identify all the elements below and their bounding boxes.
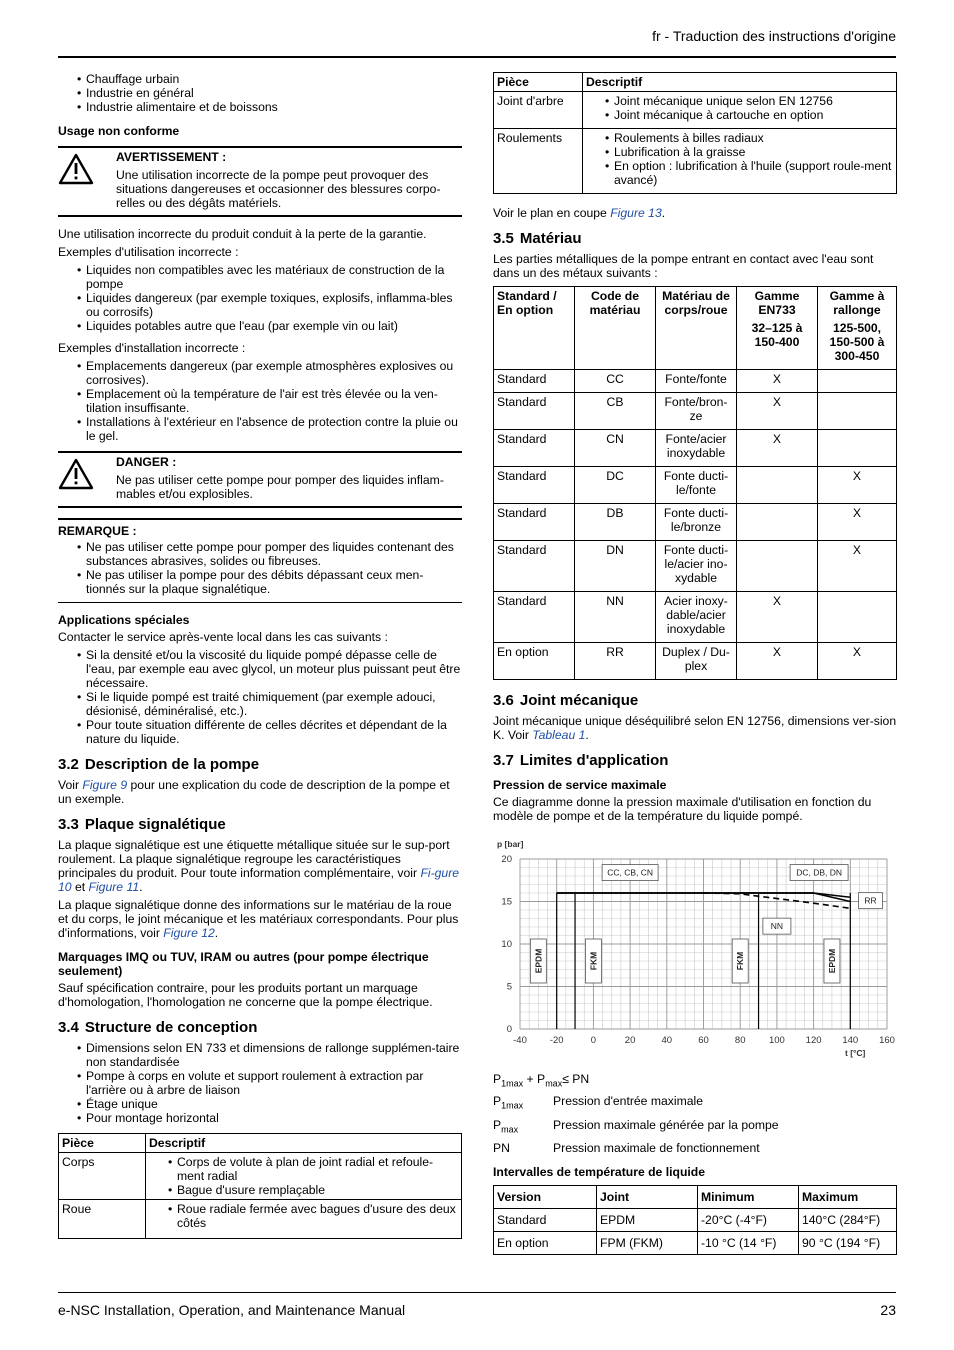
table-row [494, 1232, 897, 1255]
table-cell: X [737, 643, 818, 680]
paragraph: La plaque signalétique est une étiquette métallique située sur le sup-port roulement. La plaque signalétique regroupe les caractéristiques principales du produit. Pour toute information complémentaire, voir Fi-gure 10 et Figure 11. [58, 838, 460, 894]
list-item: • Dimensions selon EN 733 et dimensions de rallonge supplémen-taire non standardisée [86, 1041, 462, 1069]
section-number: 3.4 [58, 1019, 79, 1036]
region-label: EPDM [533, 948, 544, 974]
column-header: Pièce [494, 73, 583, 92]
table-row [494, 1209, 897, 1232]
list-item: • Roue radiale fermée avec bagues d'usure des deux côtés [177, 1202, 458, 1230]
y-tick-label: 20 [501, 854, 512, 865]
table-cell: RR [575, 643, 656, 680]
table-cell: DB [575, 504, 656, 541]
table-cell: Standard [494, 592, 575, 643]
x-tick-label: -40 [513, 1035, 527, 1046]
list-item: • Pour toute situation différente de celles décrites et dépendant de la nature du liquide. [86, 718, 462, 746]
table-cell: En option [494, 643, 575, 680]
table-cell: Standard [494, 430, 575, 467]
section-number: 3.2 [58, 756, 79, 773]
y-tick-label: 10 [501, 939, 512, 950]
header-subtext: 32–125 à 150-400 [751, 321, 803, 349]
table-cell: X [737, 393, 818, 430]
list-item: • Ne pas utiliser cette pompe pour pomper des liquides contenant des substances abrasives, solides ou fibreuses. [86, 540, 462, 568]
footer-rule [58, 1292, 896, 1293]
table-header-row [494, 73, 897, 92]
paragraph: Les parties métalliques de la pompe entrant en contact avec l'eau sont dans un des métaux suivants : [493, 252, 874, 280]
list-item: • Si le liquide pompé est traité chimiquement (par exemple adouci, désionisé, déminéralisé, etc.). [86, 690, 462, 718]
paragraph: Une utilisation incorrecte du produit conduit à la perte de la garantie. [58, 227, 427, 241]
column-header: Matériau de corps/roue [656, 287, 737, 370]
table-cell: Fonte ducti-le/fonte [656, 467, 737, 504]
table-cell [818, 430, 897, 467]
right-column [493, 72, 897, 1255]
table-row [494, 643, 897, 680]
use-list [58, 263, 462, 333]
table-cell: X [737, 370, 818, 393]
list-item: • Installations à l'extérieur en l'absence de protection contre la pluie ou le gel. [86, 415, 462, 443]
list-item: • Ne pas utiliser la pompe pour des débits dépassant ceux men-tionnés sur la plaque signalétique. [86, 568, 462, 596]
x-tick-label: 100 [768, 1035, 785, 1046]
table-cell [737, 504, 818, 541]
remark-title: REMARQUE : [58, 524, 137, 538]
temperature-table [493, 1185, 897, 1255]
table-cell [818, 393, 897, 430]
usage-heading: Usage non conforme [58, 124, 180, 138]
paragraph: Ce diagramme donne la pression maximale d'utilisation en fonction du modèle de pompe et de la température du liquide pompé. [493, 795, 872, 823]
section-3-3-heading [58, 818, 462, 832]
table-cell: Roulements [494, 129, 583, 194]
table-cell: 140°C (284°F) [799, 1209, 897, 1232]
table-cell: CN [575, 430, 656, 467]
table-row [59, 1153, 462, 1200]
section-title: Description de la pompe [84, 756, 260, 773]
table-cell [146, 1200, 462, 1239]
x-tick-label: -20 [549, 1035, 564, 1046]
material-table [493, 286, 897, 680]
region-label: EPDM [826, 948, 837, 974]
special-heading: Applications spéciales [58, 613, 190, 627]
table-cell: Duplex / Du-plex [656, 643, 737, 680]
x-tick-label: 0 [590, 1035, 597, 1046]
table-cell [737, 467, 818, 504]
table-row [59, 1200, 462, 1239]
formula-text: $P_{1max} + P_{max}\le$ PN [493, 1072, 590, 1089]
tableau-1-link[interactable]: Tableau 1 [532, 728, 586, 742]
design-list [58, 1041, 462, 1125]
section-3-6-heading [493, 694, 897, 708]
list-item: • Pour montage horizontal [86, 1111, 462, 1125]
table-cell: X [818, 541, 897, 592]
list-item: • Roulements à billes radiaux [614, 131, 893, 145]
x-axis-label: t [°C] [845, 1048, 866, 1058]
left-column [58, 72, 462, 1239]
text: et [74, 880, 86, 894]
table-cell: Roue [59, 1200, 146, 1239]
special-list [58, 648, 462, 746]
footer-title: e-NSC Installation, Operation, and Maintenance Manual [58, 1302, 406, 1318]
table-cell [583, 129, 897, 194]
figure-13-link[interactable]: Figure 13 [610, 206, 662, 220]
section-number: 3.7 [493, 752, 514, 769]
section-number: 3.3 [58, 816, 79, 833]
remark-box [58, 518, 462, 603]
table-cell: X [737, 430, 818, 467]
table-cell: Standard [494, 541, 575, 592]
table-cell: FPM (FKM) [597, 1232, 698, 1255]
y-tick-label: 15 [501, 896, 512, 908]
paragraph: Contacter le service après-vente local dans les cas suivants : [58, 630, 388, 644]
column-header: Descriptif [146, 1134, 462, 1153]
table-row [494, 370, 897, 393]
table-cell [818, 592, 897, 643]
y-axis-label: p [bar] [497, 839, 524, 849]
list-item: • Emplacements dangereux (par exemple atmosphères explosives ou corrosives). [86, 359, 462, 387]
table-cell [146, 1153, 462, 1200]
header-subtext: 125-500, 150-500 à 300-450 [829, 321, 885, 363]
list-item: • Industrie alimentaire et de boissons [86, 100, 462, 114]
list-item: • Si la densité et/ou la viscosité du liquide pompé dépasse celle de l'eau, par exemple eau avec glycol, un moteur plus puissant peut être nécessaire. [86, 648, 462, 690]
table-cell: DN [575, 541, 656, 592]
legend-desc: Pression d'entrée maximale [553, 1094, 703, 1109]
x-tick-label: 20 [624, 1035, 636, 1046]
formula [493, 1072, 897, 1090]
list-item: • Chauffage urbain [86, 72, 462, 86]
section-title: Plaque signalétique [84, 816, 226, 833]
list-item: • Liquides dangereux (par exemple toxiques, explosifs, inflamma-bles ou corrosifs) [86, 291, 462, 319]
parts-table [58, 1133, 462, 1239]
table-cell: CB [575, 393, 656, 430]
table-cell: Fonte ducti-le/bronze [656, 504, 737, 541]
table-cell: X [818, 467, 897, 504]
legend-symbol: PN [493, 1141, 510, 1156]
table-cell: Corps [59, 1153, 146, 1200]
list-item: • Bague d'usure remplaçable [177, 1183, 458, 1197]
column-header: Standard / En option [494, 287, 575, 370]
table-cell: Standard [494, 504, 575, 541]
parts-table-continued [493, 72, 897, 194]
table-cell: -10 °C (14 °F) [698, 1232, 799, 1255]
table-cell: Fonte/fonte [656, 370, 737, 393]
temperature-heading: Intervalles de température de liquide [493, 1165, 705, 1180]
section-3-4-heading [58, 1021, 462, 1035]
table-cell: Standard [494, 1209, 597, 1232]
table-cell [818, 370, 897, 393]
region-label: FKM [735, 951, 746, 971]
list-item: • Emplacement où la température de l'air est très élevée ou la ven-tilation insuffisante. [86, 387, 462, 415]
series-callout-label: DC, DB, DN [796, 867, 843, 878]
section-title: Limites d'application [519, 752, 669, 769]
text: Joint mécanique unique déséquilibré selon EN 12756, dimensions ver-sion K. Voir [493, 714, 897, 742]
section-title: Structure de conception [84, 1019, 258, 1036]
table-cell [583, 92, 897, 129]
column-header: Minimum [698, 1186, 799, 1209]
text: Voir le plan en coupe [493, 206, 607, 220]
series-callout-label: RR [864, 895, 877, 906]
text: La plaque signalétique donne des informations sur le matériau de la roue et du corps, le joint mécanique et les matériaux correspondants. Pour plus d'informations, voir [58, 898, 459, 940]
x-tick-label: 80 [734, 1035, 746, 1046]
legend-symbol: $P_{max}$ [493, 1117, 519, 1135]
danger-text: Ne pas utiliser cette pompe pour pomper des liquides inflam-mables et/ou explosibles. [116, 473, 444, 501]
paragraph [58, 778, 462, 806]
series-callout-label: CC, CB, CN [607, 867, 654, 878]
figure-12-link[interactable]: Figure 12 [163, 926, 215, 940]
figure-11-link[interactable]: Figure 11 [88, 880, 140, 894]
table-row [494, 541, 897, 592]
table-cell: Standard [494, 370, 575, 393]
table-header-row [494, 1186, 897, 1209]
section-3-5-heading [493, 232, 897, 246]
marks-heading: Marquages IMQ ou TUV, IRAM ou autres (pour pompe électrique seulement) [58, 950, 429, 978]
warning-triangle-icon [58, 153, 94, 185]
section-3-7-heading [493, 754, 897, 768]
top-list [58, 72, 462, 114]
table-row [494, 393, 897, 430]
table-row [494, 592, 897, 643]
danger-title: DANGER : [116, 455, 177, 469]
remark-list [58, 540, 462, 596]
table-cell: Fonte ducti-le/acier ino-xydable [656, 541, 737, 592]
table-cell: NN [575, 592, 656, 643]
danger-triangle-icon [58, 458, 94, 490]
list-item: • Industrie en général [86, 86, 462, 100]
paragraph: Exemples d'utilisation incorrecte : [58, 245, 239, 259]
table-cell [737, 541, 818, 592]
table-cell: Joint d'arbre [494, 92, 583, 129]
table-cell: -20°C (-4°F) [698, 1209, 799, 1232]
list-item: • Étage unique [86, 1097, 462, 1111]
x-tick-label: 120 [805, 1035, 822, 1046]
legend-desc: Pression maximale générée par la pompe [553, 1117, 779, 1132]
table-cell: Standard [494, 393, 575, 430]
section-number: 3.5 [493, 230, 514, 247]
column-header: Pièce [59, 1134, 146, 1153]
x-tick-label: 160 [879, 1035, 895, 1046]
y-tick-label: 5 [506, 981, 512, 993]
header-text: Gamme à rallonge [829, 289, 885, 317]
column-header: Code de matériau [575, 287, 656, 370]
section-title: Matériau [519, 230, 582, 247]
table-row [494, 430, 897, 467]
danger-box [58, 451, 462, 508]
table-row [494, 92, 897, 129]
x-tick-label: 40 [661, 1035, 673, 1046]
list-item: • Corps de volute à plan de joint radial et refoule-ment radial [177, 1155, 458, 1183]
table-cell: Fonte/bron-ze [656, 393, 737, 430]
y-tick-label: 0 [506, 1024, 512, 1035]
warning-box [58, 146, 462, 217]
pressure-temperature-chart [493, 833, 897, 1061]
section-number: 3.6 [493, 692, 514, 709]
list-item: • Liquides potables autre que l'eau (par exemple vin ou lait) [86, 319, 462, 333]
text: pour une explication du code de description de la pompe et un exemple. [58, 778, 450, 806]
list-item: • Joint mécanique à cartouche en option [614, 108, 893, 122]
figure-9-link[interactable]: Figure 9 [82, 778, 128, 792]
section-3-2-heading [58, 758, 462, 772]
table-cell: X [818, 504, 897, 541]
column-header: Joint [597, 1186, 698, 1209]
table-row [494, 467, 897, 504]
paragraph: Exemples d'installation incorrecte : [58, 341, 246, 355]
table-cell: Acier inoxy-dable/acier inoxydable [656, 592, 737, 643]
legend-desc: Pression maximale de fonctionnement [553, 1141, 760, 1156]
pressure-subheading: Pression de service maximale [493, 778, 667, 792]
table-cell: EPDM [597, 1209, 698, 1232]
list-item: • Joint mécanique unique selon EN 12756 [614, 94, 893, 108]
table-cell: CC [575, 370, 656, 393]
header-rule [58, 56, 896, 58]
column-header: Version [494, 1186, 597, 1209]
section-title: Joint mécanique [519, 692, 639, 709]
symbol-legend [493, 1094, 897, 1155]
legend-symbol: $P_{1max}$ [493, 1094, 524, 1111]
x-tick-label: 60 [698, 1035, 709, 1046]
warning-text: Une utilisation incorrecte de la pompe peut provoquer des situations dangereuses et occasionner des blessures corpo-relles ou des dégâts matériels. [116, 168, 441, 210]
header-text: Gamme EN733 [754, 289, 800, 317]
table-cell: En option [494, 1232, 597, 1255]
list-item: • Lubrification à la graisse [614, 145, 893, 159]
table-header-row [59, 1134, 462, 1153]
table-row [494, 129, 897, 194]
running-header: fr - Traduction des instructions d'origine [652, 28, 896, 44]
table-cell: Standard [494, 467, 575, 504]
table-cell: Fonte/acier inoxydable [656, 430, 737, 467]
list-item: • En option : lubrification à l'huile (support roule-ment avancé) [614, 159, 893, 187]
list-item: • Liquides non compatibles avec les matériaux de construction de la pompe [86, 263, 462, 291]
table-row [494, 504, 897, 541]
table-cell: X [818, 643, 897, 680]
paragraph: La plaque signalétique donne des informations sur le matériau de la roue et du corps, le joint mécanique et les matériaux correspondants. Pour plus d'informations, voir Figure 12. [58, 898, 459, 940]
column-header: Descriptif [583, 73, 897, 92]
list-item: • Pompe à corps en volute et support roulement à extraction par l'arrière ou à arbre de liaison [86, 1069, 462, 1097]
paragraph: Voir le plan en coupe Figure 13. [493, 206, 666, 220]
region-label: FKM [588, 951, 599, 971]
table-cell: 90 °C (194 °F) [799, 1232, 897, 1255]
text: La plaque signalétique est une étiquette métallique située sur le sup-port roulement. La plaque signalétique regroupe les caractéristiques principales du produit. Pour toute information complémentaire, voir [58, 838, 450, 880]
paragraph: Joint mécanique unique déséquilibré selon EN 12756, dimensions ver-sion K. Voir Tableau 1. [493, 714, 897, 742]
table-header-row [494, 287, 897, 370]
column-header: Maximum [799, 1186, 897, 1209]
install-list [58, 359, 462, 443]
paragraph: Sauf spécification contraire, pour les produits portant un marquage d'homologation, l'homologation ne concerne que la pompe électrique. [58, 981, 433, 1009]
page-number: 23 [880, 1302, 896, 1318]
column-header [818, 287, 897, 370]
figure-10-link[interactable]: Fi-gure 10 [58, 866, 460, 894]
x-tick-label: 140 [842, 1035, 859, 1046]
warning-title: AVERTISSEMENT : [116, 150, 227, 164]
table-cell: X [737, 592, 818, 643]
table-cell: DC [575, 467, 656, 504]
text: Voir [58, 778, 80, 792]
series-callout-label: NN [770, 921, 784, 932]
column-header [737, 287, 818, 370]
